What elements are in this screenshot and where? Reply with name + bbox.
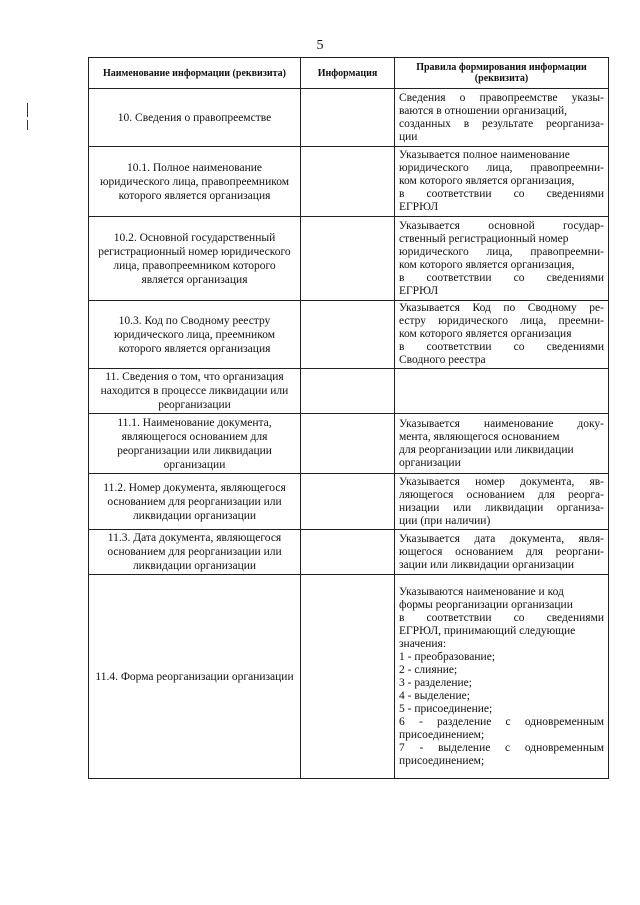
header-rules: Правила формирования информации (реквизита) — [395, 58, 609, 89]
table-header-row — [89, 58, 609, 89]
rules-line: ком которого является организация — [399, 328, 572, 340]
rules-line: естру юридического лица, преемни- — [399, 315, 604, 327]
rules-line: созданных в результате реорганиза- — [399, 117, 604, 130]
requisite-name-cell: 10.3. Код по Сводному реестру юридического лица, преемником которого является организация — [89, 301, 301, 369]
rules-line: в соответствии со сведениями — [399, 611, 604, 624]
rules-line: Указывается Код по Сводному ре- — [399, 302, 604, 314]
rules-line: 7 - выделение с одновременным — [399, 741, 604, 754]
rules-line: ком которого является организация, — [399, 258, 575, 271]
header-name: Наименование информации (реквизита) — [89, 58, 301, 89]
margin-mark — [27, 120, 28, 130]
requisite-name-cell: 10.1. Полное наименование юридического лица, правопреемником которого является организация — [89, 147, 301, 217]
information-cell — [301, 414, 395, 474]
rules-line: Указывается дата документа, явля- — [399, 532, 604, 545]
margin-mark — [27, 103, 28, 117]
rules-line: в соответствии со сведениями — [399, 271, 604, 284]
table-row — [89, 217, 609, 301]
information-cell — [301, 89, 395, 147]
requisite-name-cell: 10. Сведения о правопреемстве — [89, 89, 301, 147]
rules-line: ляющегося основанием для реорга- — [399, 488, 604, 501]
rules-line: Указывается наименование доку- — [399, 417, 604, 430]
rules-line: в соответствии со сведениями — [399, 188, 604, 200]
rules-line: 6 - разделение с одновременным — [399, 715, 604, 728]
requisite-name-cell: 11.1. Наименование документа, являющегося основанием для реорганизации или ликвидации организации — [89, 414, 301, 474]
rules-line: ственный регистрационный номер — [399, 232, 569, 245]
information-cell — [301, 474, 395, 530]
rules-cell — [395, 217, 609, 301]
requisite-name-cell: 10.2. Основной государственный регистрационный номер юридического лица, правопреемником которого является организация — [89, 217, 301, 301]
table-row — [89, 89, 609, 147]
requisite-name-cell: 11.4. Форма реорганизации организации — [89, 575, 301, 779]
rules-line: зации или ликвидации организации — [399, 558, 575, 571]
rules-line: 5 - присоединение; — [399, 702, 493, 715]
rules-line: ЕГРЮЛ — [399, 284, 439, 297]
rules-cell — [395, 474, 609, 530]
rules-line: Сведения о правопреемстве указы- — [399, 91, 604, 104]
rules-line: ции (при наличии) — [399, 514, 491, 527]
rules-line: ЕГРЮЛ, принимающий следующие — [399, 624, 576, 637]
rules-line: ваются в отношении организаций, — [399, 104, 568, 117]
table-row — [89, 474, 609, 530]
rules-line: Указывается полное наименование — [399, 149, 570, 161]
page-number: 5 — [316, 38, 324, 53]
table-row — [89, 530, 609, 575]
requisite-name-cell: 11. Сведения о том, что организация находится в процессе ликвидации или реорганизации — [89, 369, 301, 414]
rules-line: 1 - преобразование; — [399, 650, 496, 663]
rules-cell — [395, 414, 609, 474]
rules-line: присоединением; — [399, 728, 485, 741]
rules-cell — [395, 369, 609, 414]
rules-line: мента, являющегося основанием — [399, 430, 560, 443]
rules-cell — [395, 530, 609, 575]
requisite-name-cell: 11.2. Номер документа, являющегося основанием для реорганизации или ликвидации организации — [89, 474, 301, 530]
table-row — [89, 414, 609, 474]
rules-line: Указывается основной государ- — [399, 219, 604, 232]
rules-line: ющегося основанием для реоргани- — [399, 545, 604, 558]
rules-cell — [395, 89, 609, 147]
information-cell — [301, 217, 395, 301]
rules-line: 3 - разделение; — [399, 676, 472, 689]
rules-line: 2 - слияние; — [399, 663, 458, 676]
rules-line: юридического лица, правопреемни- — [399, 245, 604, 258]
rules-line: в соответствии со сведениями — [399, 341, 604, 353]
rules-line: низации или ликвидации организа- — [399, 501, 604, 514]
rules-cell — [395, 147, 609, 217]
information-cell — [301, 301, 395, 369]
rules-line: юридического лица, правопреемни- — [399, 162, 604, 174]
information-cell — [301, 575, 395, 779]
rules-line: формы реорганизации организации — [399, 598, 573, 611]
rules-cell — [395, 301, 609, 369]
rules-line: ции — [399, 130, 418, 143]
table-row — [89, 369, 609, 414]
header-info: Информация — [301, 58, 395, 89]
rules-line: ком которого является организация, — [399, 175, 575, 187]
information-cell — [301, 369, 395, 414]
information-cell — [301, 530, 395, 575]
rules-cell — [395, 575, 609, 779]
rules-line: Сводного реестра — [399, 354, 486, 366]
rules-line: для реорганизации или ликвидации — [399, 443, 574, 456]
table-row — [89, 301, 609, 369]
requisites-table — [88, 57, 609, 779]
rules-line: значения: — [399, 637, 447, 650]
rules-line: ЕГРЮЛ — [399, 201, 439, 213]
table-row — [89, 147, 609, 217]
rules-line: Указываются наименование и код — [399, 585, 564, 598]
rules-line: организации — [399, 456, 461, 469]
rules-line: Указывается номер документа, яв- — [399, 475, 604, 488]
rules-line: присоединением; — [399, 754, 485, 767]
table-row — [89, 575, 609, 779]
requisite-name-cell: 11.3. Дата документа, являющегося основанием для реорганизации или ликвидации организации — [89, 530, 301, 575]
rules-line: 4 - выделение; — [399, 689, 470, 702]
information-cell — [301, 147, 395, 217]
